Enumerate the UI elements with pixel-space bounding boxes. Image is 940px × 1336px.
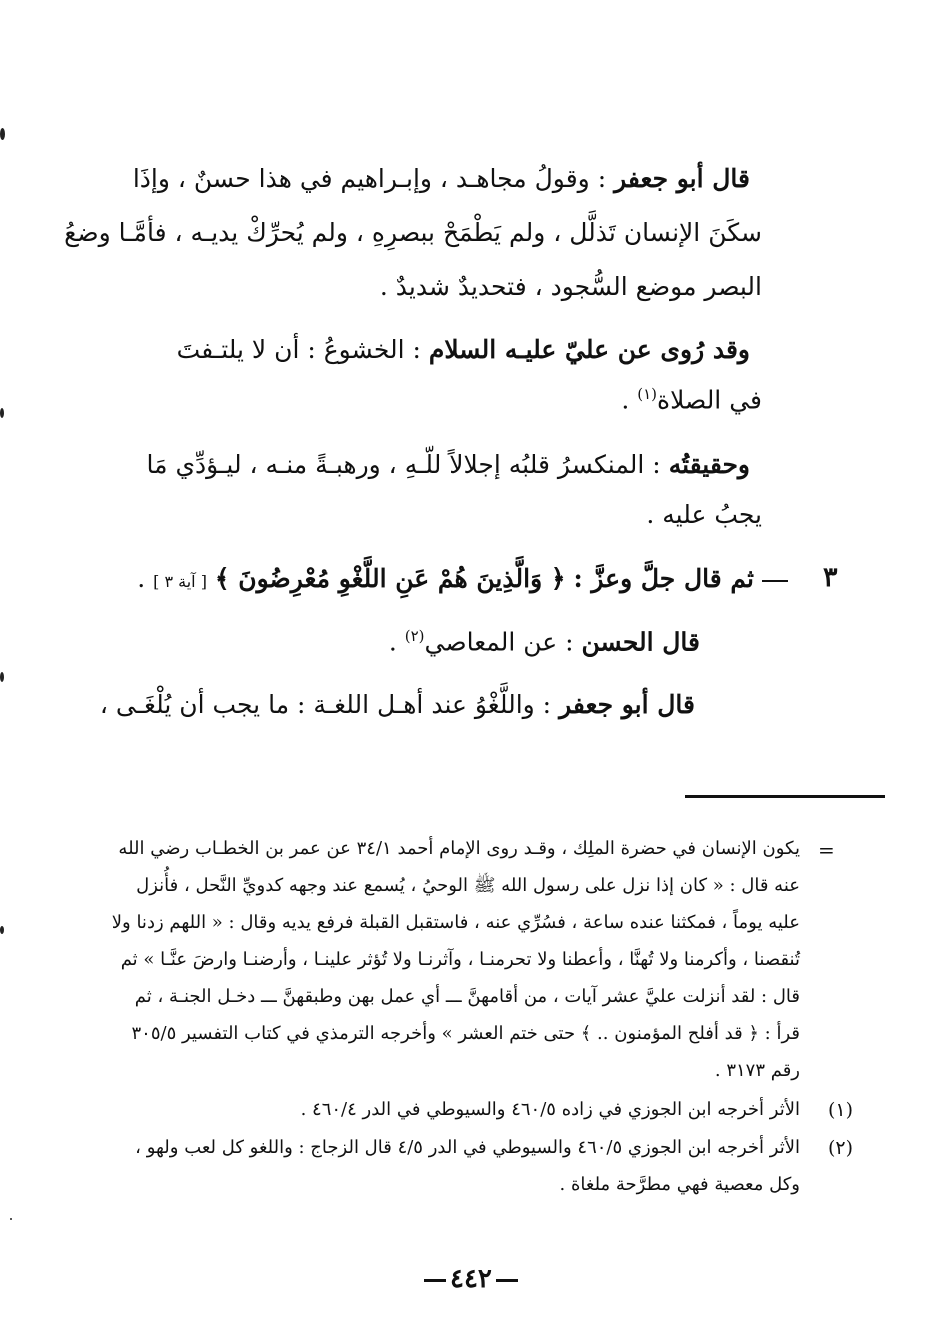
footnote-1-text: الأثر أخرجه ابن الجوزي في زاده ٤٦٠/٥ والسيوطي في الدر ٤٦٠/٤ . [300, 1099, 800, 1120]
footnote-separator [685, 795, 885, 798]
p3-term: وحقيقتُه [668, 450, 750, 479]
p2-end: . [621, 385, 638, 415]
page-number-bar-left [424, 1279, 446, 1282]
p4-intro: ثم قال جلَّ وعزَّ : [573, 564, 754, 593]
p5-text: : عن المعاصي [424, 627, 574, 657]
footnote-2-line-1: الأثر أخرجه ابن الجوزي ٤٦٠/٥ والسيوطي في الدر ٤/٥ قال الزجاج : واللغو كل لعب ولهو ، [135, 1137, 800, 1158]
p2-text-2: في الصلاة [657, 385, 762, 415]
p3-line1 [147, 450, 751, 480]
p2-line1 [177, 335, 750, 365]
p2-line2 [621, 385, 762, 415]
footnote-cont-line-3: عليه يوماً ، فمكثنا عنده ساعة ، فسُرِّي عنه ، فاستقبل القبلة فرفع يديه وقال : « اللهم زدنا ولا [111, 912, 800, 933]
scan-speck [0, 128, 5, 140]
p4-line [137, 564, 788, 594]
footnote-cont-line-2: عنه قال : « كان إذا نزل على رسول الله ﷺ الوحيُ ، يُسمع عند وجهه كدويِّ النَّحل ، فأُنزل [136, 875, 800, 896]
footnote-1-number: (١) [828, 1099, 854, 1121]
p6-speaker: قال أبو جعفر [559, 690, 695, 719]
footnote-cont-line-1: يكون الإنسان في حضرة الملِك ، وقـد روى الإمام أحمد ٣٤/١ عن عمر بن الخطـاب رضي الله [118, 838, 800, 859]
scan-speck [0, 672, 4, 682]
scan-speck [0, 926, 4, 934]
p3-text-1: : المنكسرُ قلبُه إجلالاً للّـهِ ، ورهبـةً منـه ، ليـؤدِّي مَا [146, 450, 661, 479]
continuation-mark: = [818, 838, 835, 862]
quran-verse: ﴿ وَالَّذِينَ هُمْ عَنِ اللَّغْوِ مُعْرِضُونَ ﴾ [214, 564, 566, 593]
footnote-2-number: (٢) [828, 1137, 854, 1159]
p6-line [100, 690, 695, 720]
scan-speck [10, 1218, 12, 1220]
p1-line3: البصر موضع السُّجود ، فتحديدٌ شديدٌ . [379, 272, 762, 301]
footnote-2-line-2: وكل معصية فهي مطرَّحة ملغاة . [559, 1174, 800, 1195]
p5-speaker: قال الحسن [581, 627, 700, 657]
footnote-cont-line-4: تُنقصنا ، وأكرمنا ولا تُهنَّا ، وأعطنا ولا تحرمنـا ، وآثرنـا ولا تُؤثر علينـا ، وأرضنـا وارضَ عنَّـا » ثم [120, 949, 800, 970]
p5-line [389, 627, 700, 657]
footnote-cont-line-6: قرأ : ﴿ قد أفلح المؤمنون .. ﴾ حتى ختم العشر » وأخرجه الترمذي في كتاب التفسير ٣٠٥/٥ [131, 1023, 800, 1044]
footnote-cont-line-5: قال : لقد أنزلت عليَّ عشر آيات ، من أقامهنَّ ـــ أي عمل بهن وطبقهنَّ ـــ دخـل الجنـة ، ثم [134, 986, 800, 1007]
footnote-ref-1: (١) [637, 385, 657, 403]
p1-text-1: : وقولُ مجاهـد ، وإبـراهيم في هذا حسنٌ ، وإذَا [132, 164, 607, 193]
page-number-value: ٤٤٢ [450, 1264, 492, 1294]
p1-speaker: قال أبو جعفر [614, 164, 750, 193]
p2-narration: وقد رُوى عن عليّ عليـه السلام [428, 335, 750, 364]
p5-end: . [388, 627, 405, 657]
scan-speck [0, 408, 4, 418]
p1-line1 [133, 164, 750, 194]
p1-line2: سكَنَ الإنسان تَذلَّل ، ولم يَطْمَحْ ببصرِهِ ، ولم يُحرِّكْ يديـه ، فأمَّـا وضعُ [64, 218, 762, 247]
p2-text-1: : الخشوعُ : أن لا يلتـفتَ [176, 335, 421, 364]
section-number: ٣ [823, 562, 838, 593]
footnote-ref-2: (٢) [404, 627, 425, 645]
footnote-cont-line-7: رقم ٣١٧٣ . [714, 1060, 800, 1081]
p6-text: : واللَّغْوُ عند أهـل اللغـة : ما يجب أن يُلْغَـى ، [99, 690, 552, 719]
page-number-bar-right [496, 1279, 518, 1282]
section-dash [762, 580, 788, 582]
page-number [420, 1264, 522, 1294]
ayah-ref: [ آية ٣ ] [153, 572, 207, 591]
p4-end: . [137, 564, 154, 593]
p3-line2: يجبُ عليه . [646, 500, 762, 529]
